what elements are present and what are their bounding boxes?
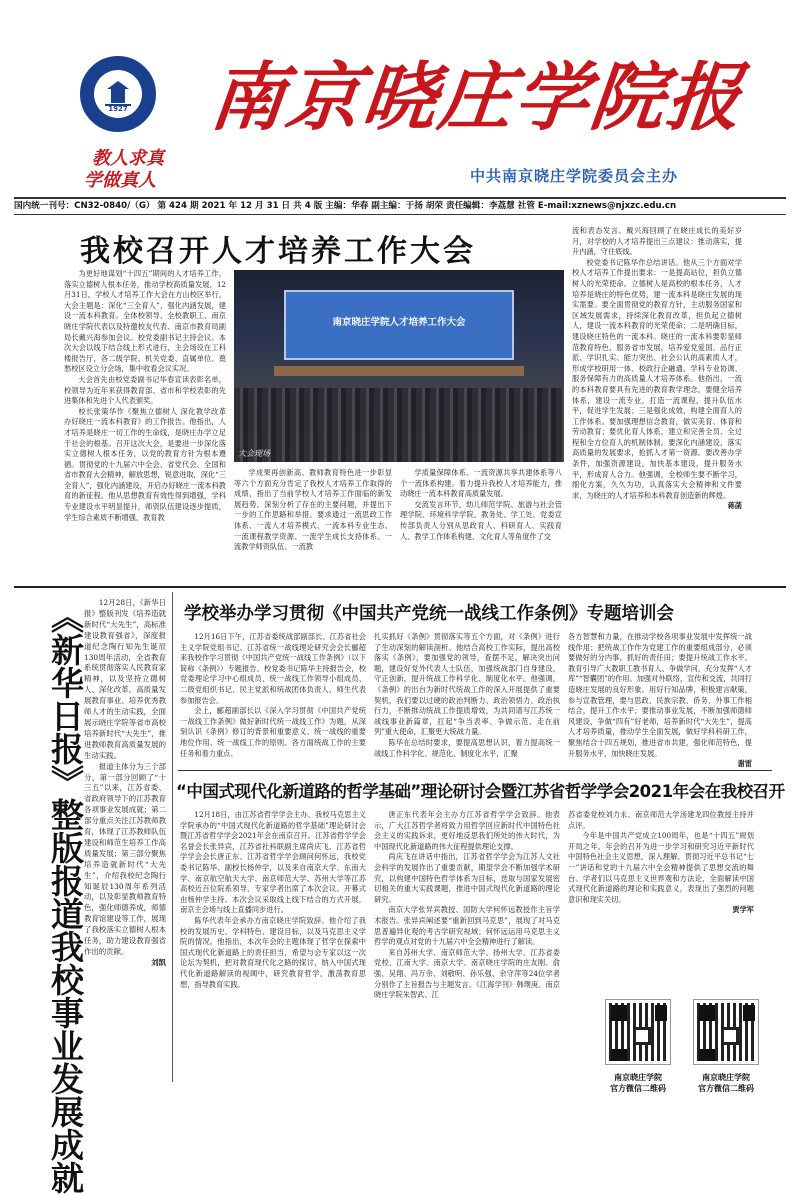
sidebar-headline: 《新华日报》整版报道我校事业发展成就 bbox=[46, 600, 85, 1194]
paragraph: 12月28日，《新华日报》整版刊发《培养造就新时代“大先生”，高标准建设教育强省》，深度报道纪念陶行知先生诞辰130周年活动，全省教育系统贯彻落实人民教育家精神，以及坚持立德树人、深化改革，高质量发展教育事业、培养优秀教师人才的生动实践，全面展示晓庄学院等省市高校培养新时代“大先生”，推进教师教育高质量发展的生动实践。 bbox=[84, 598, 166, 760]
paragraph: 12月16日下午，江苏省委统战部副部长、江苏省社会主义学院党组书记、江苏省统一战线理论研究会会长郦超来我校作学习贯彻《中国共产党统一战线工作条例》（以下简称《条例》）专题报告。校党委书记陈华主持报告会，校党委理论学习中心组成员、统一战线工作领导小组成员、二级党组织书记、民主党派和统战团体负责人、师生代表参加报告会。 bbox=[180, 632, 366, 705]
paragraph: 报道主体分为三个部分，第一部分回顾了“十三五”以来，江苏省委、省政府领导下的江苏教育各项事业发展成就；第二部分重点关注江苏教师教育，体现了江苏教师队伍建设和师范生培养工作高质量发展；第三部分聚焦培养造就新时代“大先生”，介绍我校纪念陶行知诞辰130周年系列活动，以及彰显教师教育特色，强化师德养成，师德教育馆建设等工作，展现了我校落实立德树人根本任务，助力建设教育强省作出的贡献。 bbox=[84, 761, 166, 956]
paragraph: 校长张策华作《聚焦立德树人 深化教学改革 办好晓庄一流本科教育》的工作报告。他指出，人才培养是晓庄一切工作的生命线，是晓庄办学立足于社会的根基。召开这次大会，是要进一步深化落实立德树人根本任务，以党的教育方针为根本遵循。贯彻党的十九届六中全会、省党代会、全国和省市教育大会精神，解放思想，锐意进取，深化“三全育人”，强化内涵建设，开启办好晓庄一流本科教育的新征程。他从思想教育有效性得到增强，学科专业建设水平明显提升，师资队伍建设逐步提质，学生综合素质不断增强，教育教 bbox=[64, 406, 226, 522]
photo-credit: 大会现场 bbox=[238, 449, 270, 458]
paragraph: 会上，郦超副部长以《深入学习贯彻《中国共产党统一战线工作条例》做好新时代统一战线工作》为题，从深刻认识《条例》修订的背景和重要意义、统一战线的重要地位作用、统一战线工作的原则、各方面统战工作的主要任务和着力重点、 bbox=[180, 706, 366, 758]
article1-col1 bbox=[64, 269, 226, 577]
article3-byline: 贾学军 bbox=[732, 905, 754, 915]
motto-line-2: 学做真人 bbox=[84, 170, 156, 191]
sponsor-line: 中共南京晓庄学院委员会主办 bbox=[470, 167, 679, 185]
paragraph: 南京大学张异宾教授、国防大学何怀远教授作主旨学术报告。张异宾阐述要“重新回到马克思”，展现了对马克思普遍异化观的考古学研究视域；何怀远运用马克思主义哲学的观点对党的十九届六中全会精神进行了解读。 bbox=[374, 905, 560, 947]
article3-col2 bbox=[374, 810, 560, 1080]
article3-headline: “中国式现代化新道路的哲学基础”理论研讨会暨江苏省哲学学会2021年会在我校召开 bbox=[176, 782, 785, 801]
paragraph: 交流发言环节，幼儿师范学院、旅游与社会管理学院、环境科学学院、教务处、学工处、党委宣传部负责人分别从思政育人、科研育人、实践育人、教学工作体系构建、文化育人等角度作了交 bbox=[400, 499, 562, 541]
paragraph: 尚庆飞在讲话中指出，江苏省哲学学会为江苏人文社会科学的发展作出了重要贡献，期望学会不断加强学术研究，以构建中国特色哲学体系为目标，迭取与国家发展密切相关的重大实践课题，推进中国式现代化新道路的理论研究。 bbox=[374, 852, 560, 904]
article3-col1 bbox=[180, 810, 366, 1080]
article3-col3 bbox=[568, 810, 754, 990]
school-seal bbox=[80, 56, 156, 132]
paragraph: 学成果再创新高、教师教育特色进一步彰显等六个方面充分肯定了我校人才培养工作取得的成绩，指出了当前学校人才培养工作面临的新发展趋势。深刻分析了存在的主要问题，并提出下一步的工作思路和举措。要求通过一流思政工作体系、一流人才培养模式、一流本科专业生态、一流课程教学资源、一流学生成长支持体系、一流教学师资队伍、一流教 bbox=[234, 468, 392, 552]
paragraph: 各方智慧和力量，在推动学校各项事业发展中发挥统一战线作用；把统战工作作为党建工作的重要组成部分，必须要做好的分内事，抓好的责任田；要提升统战工作水平。教育引导广大教职工教书育人、争做学问，充分发挥“人才库”“智囊团”的作用。加强对外联络，宣传和交流，共同打造晓庄发展的良好形象。用好行知品牌，积极建言献策，参与宣教管理，要与思政、民族宗教、侨务、外事工作相结合，提升工作水平；要推动事业发展，不断加强师德师风建设，争做“四有”好老师，培养新时代“大先生”，提高人才培养质量，推动学生全面发展，做好学科科研工作，聚焦结合十四五规划，推进省市共建，强化师范特色，提升服务水平，加快晓庄发展。 bbox=[568, 632, 752, 758]
qr-caption-line2: 官方微信二维码 bbox=[698, 1084, 754, 1093]
qr-caption-line1: 南京晓庄学院 bbox=[614, 1073, 662, 1082]
qr-code-1 bbox=[606, 1000, 670, 1064]
qr-caption-1 bbox=[593, 1072, 683, 1094]
issue-info-bar: 国内统一刊号：CN32-0840/（G） 第 424 期 2021 年 12 月 31 日 共 4 版 主编：华春 副主编：于扬 胡荣 责任编辑：李荔慧 社管 E-mail:xznews@njxzc.edu.cn bbox=[14, 197, 786, 215]
paragraph: 唐正东代表年会主办方江苏省哲学学会致辞。他表示，广大江苏哲学者将致力用哲学回应新时代中国特色社会主义的实践诉求，更好地反思我们所处的伟大时代，为中国现代化新道路的伟大征程提供理论支撑。 bbox=[374, 810, 560, 851]
article2-col2 bbox=[374, 632, 560, 762]
article2-col1 bbox=[180, 632, 366, 762]
sidebar-body bbox=[84, 598, 166, 1078]
paragraph: 扎实抓好《条例》贯彻落实等五个方面，对《条例》进行了生动深刻的解读剖析。他结合高校工作实际，提出高校落实《条例》，要加强党的领导，查摆不足，解决突出问题，建设好党外代表人士队伍，加强统战部门自身建设，守正创新，提升统战工作科学化、制度化水平。他强调，《条例》的出台为新时代统战工作的深入开展提供了重要契机，我们要以过硬的政治判断力、政治领悟力、政治执行力，不断推动统战工作提质增效，为共同谱写江苏统一战线事业新篇章，扛起“争当表率、争做示范、走在前列”重大使命，汇聚更大统战力量。 bbox=[374, 632, 560, 737]
seal-year: 1927 bbox=[108, 105, 128, 113]
article1-byline: 蒋菡 bbox=[727, 501, 742, 511]
section-divider bbox=[14, 586, 786, 588]
paragraph: 陈华在总结时要求，要提高思想认识，着力提高统一战线工作科学化、规范化、制度化水平，汇聚 bbox=[374, 737, 560, 758]
paragraph: 学质量保障体系、一流资源共享共建体系等八个一流体系构建。着力提升我校人才培养能力，推动晓庄一流本科教育高质量发展。 bbox=[400, 468, 562, 499]
sidebar-divider bbox=[172, 592, 173, 1082]
motto-line-1: 教人求真 bbox=[92, 148, 164, 169]
paragraph: 流和表态发言。戴兴海回顾了在晓庄成长的美好岁月，对学校的人才培养提出三点建议：推动落实，提升内涵，守住底线。 bbox=[572, 226, 742, 257]
section-divider bbox=[178, 770, 772, 771]
paragraph: 12月18日，由江苏省哲学学会主办、我校马克思主义学院承办的“中国式现代化新道路的哲学基础”理论研讨会暨江苏省哲学学会2021年会在南京召开。江苏省哲学学会名誉会长张异宾，江苏省社科联副主席尚庆飞、江苏省哲学学会会长唐正东、江苏省哲学学会顾问何怀远，我校党委书记陈华、副校长杨仲学，以及来自南京大学、东南大学、南京航空航天大学、南京师范大学、苏州大学等江苏高校近百位院系领导、专家学者出席了本次会议。开幕式由杨仲学主持。本次会议采取线上线下结合的方式开展，南京主会场与线上直播同步进行。 bbox=[180, 810, 366, 915]
qr-caption-line1: 南京晓庄学院 bbox=[702, 1073, 750, 1082]
newspaper-title: 南京晓庄学院报 bbox=[206, 55, 748, 141]
sidebar-byline: 刘凯 bbox=[151, 957, 166, 967]
paragraph: 苏省委党校刘力永、南京师范大学汤建龙四位教授主持并点评。 bbox=[568, 810, 754, 830]
article1-col4 bbox=[572, 226, 742, 578]
paragraph: 今年是中国共产党成立100周年，也是“十四五”规划开局之年。年会的召开为进一步学习和研究习近平新时代中国特色社会主义思想，深入理解、贯彻习近平总书记“七一”讲话和党的十九届六中全会精神提供了思想交流的舞台。学者们以马克思主义世界观和方法论，全面解读中国式现代化新道路的理论和实践意义，表现出了强烈的问题意识和现实关切。 bbox=[568, 831, 754, 904]
article2-col3 bbox=[568, 632, 752, 769]
article1-col3 bbox=[400, 468, 562, 578]
article2-headline: 学校举办学习贯彻《中国共产党统一战线工作条例》专题培训会 bbox=[184, 604, 674, 624]
article2-byline: 谢雷 bbox=[737, 759, 752, 769]
paragraph: 为更好地谋划“十四五”期间的人才培养工作，落实立德树人根本任务，推动学校高质量发展，12月31日，学校人才培养工作大会在方山校区举行。大会主题是：深化“三全育人”，强化内涵发展，建设一流本科教育。全体校领导、全校教职工、南京晓庄学院代表以及特邀校友代表、南京市教育局副局长戴兴海参加会议。校党委副书记主持会议。本次大会以线下结合线上形式进行，主会场设在工科楼报告厅，各二级学院、机关党委、直属单位、奠愁校区设立分会场，集中收看会议实况。 bbox=[64, 269, 226, 374]
qr-caption-2 bbox=[681, 1072, 771, 1094]
photo-banner-text: 南京晓庄学院人才培养工作大会 bbox=[332, 317, 466, 328]
article1-photo bbox=[234, 270, 564, 462]
article1-col2 bbox=[234, 468, 392, 578]
paragraph: 来自苏州大学、南京师范大学、扬州大学、江苏省委党校、江南大学、南京大学、南京晓庄学院的庄友刚、俞强、吴翔、冯万余、刘敬明、孙乐强、余守萍等24位学者分别作了主旨报告与主题发言。《江海学刊》韩璞庚、南京晓庄学院朱智武、江 bbox=[374, 947, 560, 1000]
paragraph: 大会首先由校党委副书记华春宣读表彰名单，校领导为近年来获得教育部、省市和学校表彰的先进集体和先进个人代表颁奖。 bbox=[64, 374, 226, 406]
qr-code-2 bbox=[694, 1000, 758, 1064]
article1-headline: 我校召开人才培养工作大会 bbox=[80, 234, 476, 269]
paragraph: 校党委书记陈华作总结讲话。他从三个方面对学校人才培养工作提出要求：一是提高站位，担负立德树人的光荣使命。立德树人是高校的根本任务，人才培养是晓庄的特色优势，建一流本科是晓庄发展的现实需要。要全面贯彻党的教育方针，主动服务国家和区域发展需求，持续深化教育改革，担负起立德树人，建设一流本科教育的光荣使命；二是明确目标，建设晓庄特色的一流本科。晓庄的一流本科要彰显师范教育特色、服务省市发展，培养爱党爱国、品行正派、学识扎实、能力突出、社会公认的高素质人才，形成学校研用一体、校政行企融通、学科专业协调、服务保障有力的高质量人才培养体系。他指出，一流的本科教育要具有先进的教育教学理念，要健全培养体系，建设一流专业，打造一流课程，提升队伍水平，促进学生发展；三是强化成效，构建全面育人的工作体系。要加强理想信念教育，做实美育、体育和劳动教育；要优化育人体系，建立和完善全员、全过程和全方位育人的机制体制。要深化内涵建设，落实高质量的发展要求，抢抓人才第一资源。要改善办学条件，加强资源建设，加快基本建设，提升服务水平，形成育人合力。他强调，全校师生要不断学习，细化方案，久久为功，认真落实大会精神和文件要求，为晓庄的人才培养和本科教育创造新的辉煌。 bbox=[572, 257, 742, 500]
qr-caption-line2: 官方微信二维码 bbox=[610, 1084, 666, 1093]
paragraph: 陈华代表年会承办方南京晓庄学院致辞。他介绍了我校的发展历史、学科特色、建设目标，以及马克思主义学院的情况。他指出，本次年会的主题体现了哲学在探索中国式现代化新道路上的责任担当，希望与会专家以这一次论坛为契机，把对教育现代化之路的探讨，纳入中国式现代化新道路解读的视阈中，研究教育哲学，激荡教育思想，指导教育实践。 bbox=[180, 915, 366, 989]
